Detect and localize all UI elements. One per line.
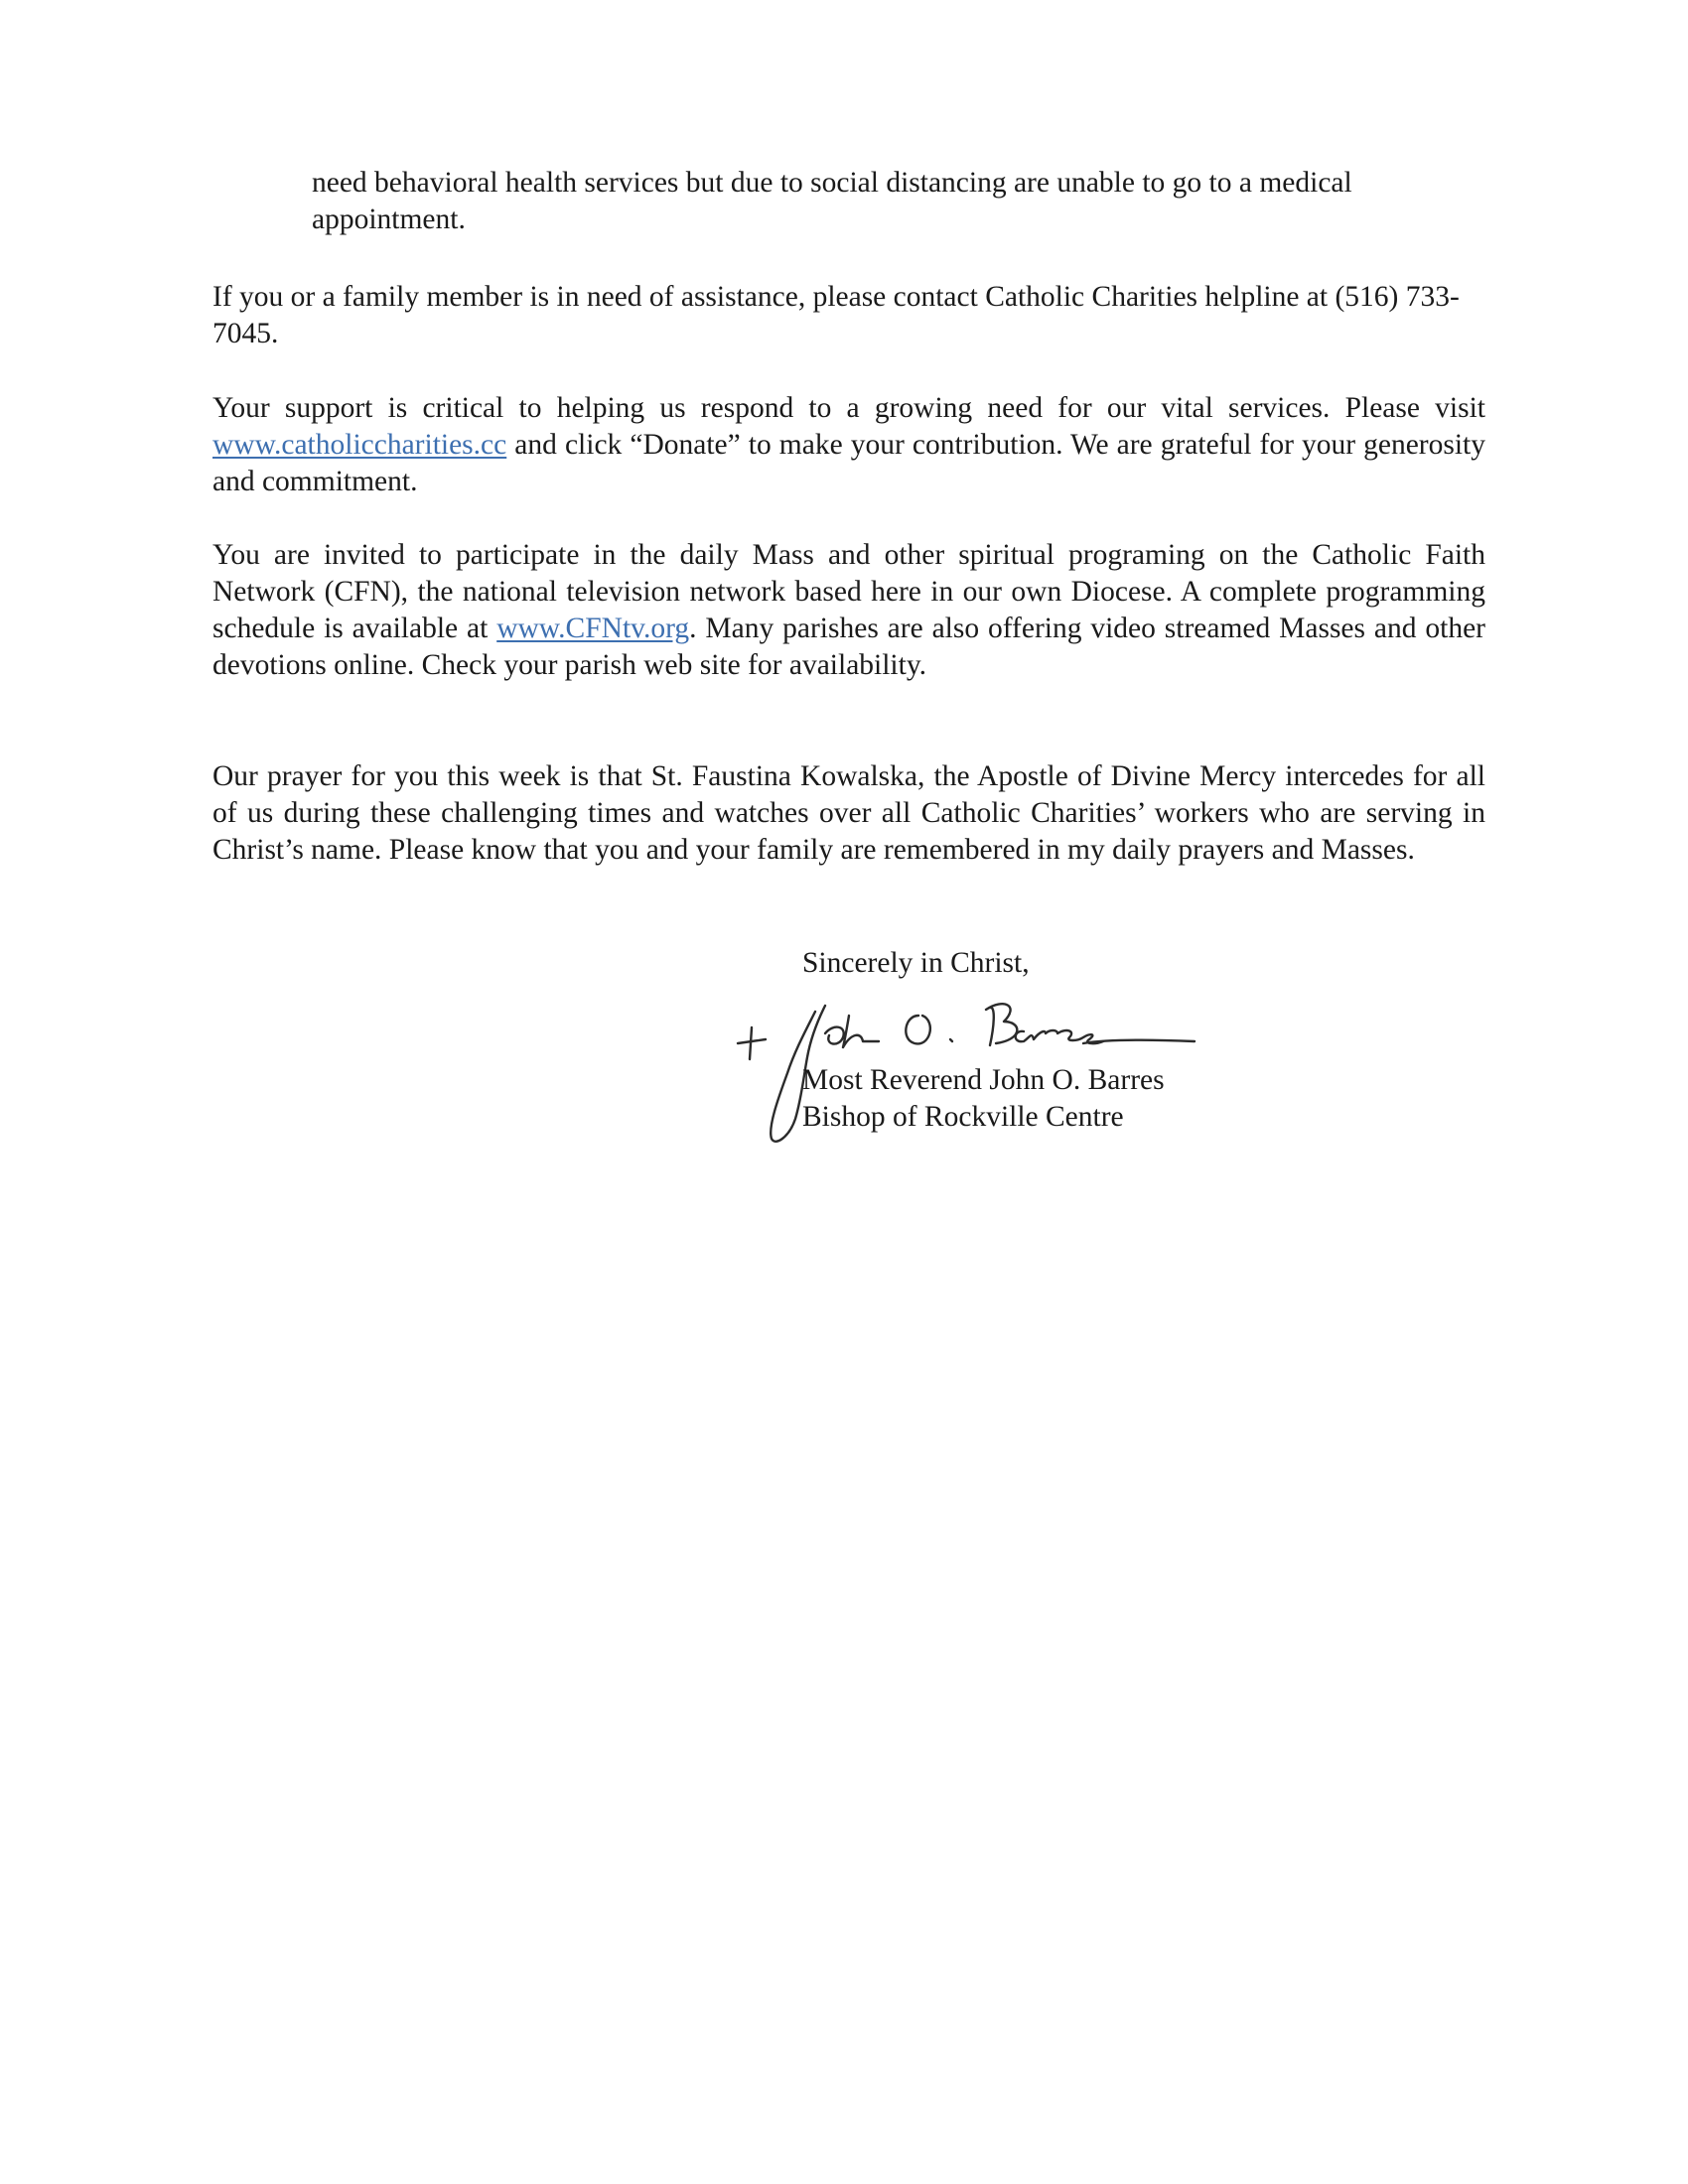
signer-name: Most Reverend John O. Barres [802, 1064, 1165, 1096]
signer-title: Bishop of Rockville Centre [802, 1101, 1124, 1133]
support-paragraph [212, 390, 1485, 500]
closing-line: Sincerely in Christ, [802, 947, 1030, 979]
support-text-end: and click “Donate” to make your contribution. We are grateful for your generosity and commitment. [212, 429, 1485, 497]
mass-text-end: . Many parishes are also offering video streamed Masses and other devotions online. Check your parish web site for availability. [212, 613, 1485, 681]
support-text-start: Your support is critical to helping us respond to a growing need for our vital services. Please visit [212, 392, 1485, 424]
catholic-charities-link[interactable]: www.catholiccharities.cc [212, 429, 507, 461]
mass-paragraph [212, 537, 1485, 684]
cfn-link[interactable]: www.CFNtv.org [496, 613, 690, 644]
continuation-paragraph: need behavioral health services but due to social distancing are unable to go to a medical appointment. [312, 167, 1352, 235]
prayer-paragraph: Our prayer for you this week is that St. Faustina Kowalska, the Apostle of Divine Mercy intercedes for all of us during these challenging times and watches over all Catholic Charities’ workers who are serving in Christ’s name. Please know that you and your family are remembered in my daily prayers and Masses. [212, 760, 1485, 866]
helpline-paragraph: If you or a family member is in need of assistance, please contact Catholic Charities helpline at (516) 733-7045. [212, 281, 1460, 349]
mass-text-start: You are invited to participate in the daily Mass and other spiritual programing on the Catholic Faith Network (CFN), the national television network based here in our own Diocese. A complete programming schedule is available at [212, 539, 1485, 644]
